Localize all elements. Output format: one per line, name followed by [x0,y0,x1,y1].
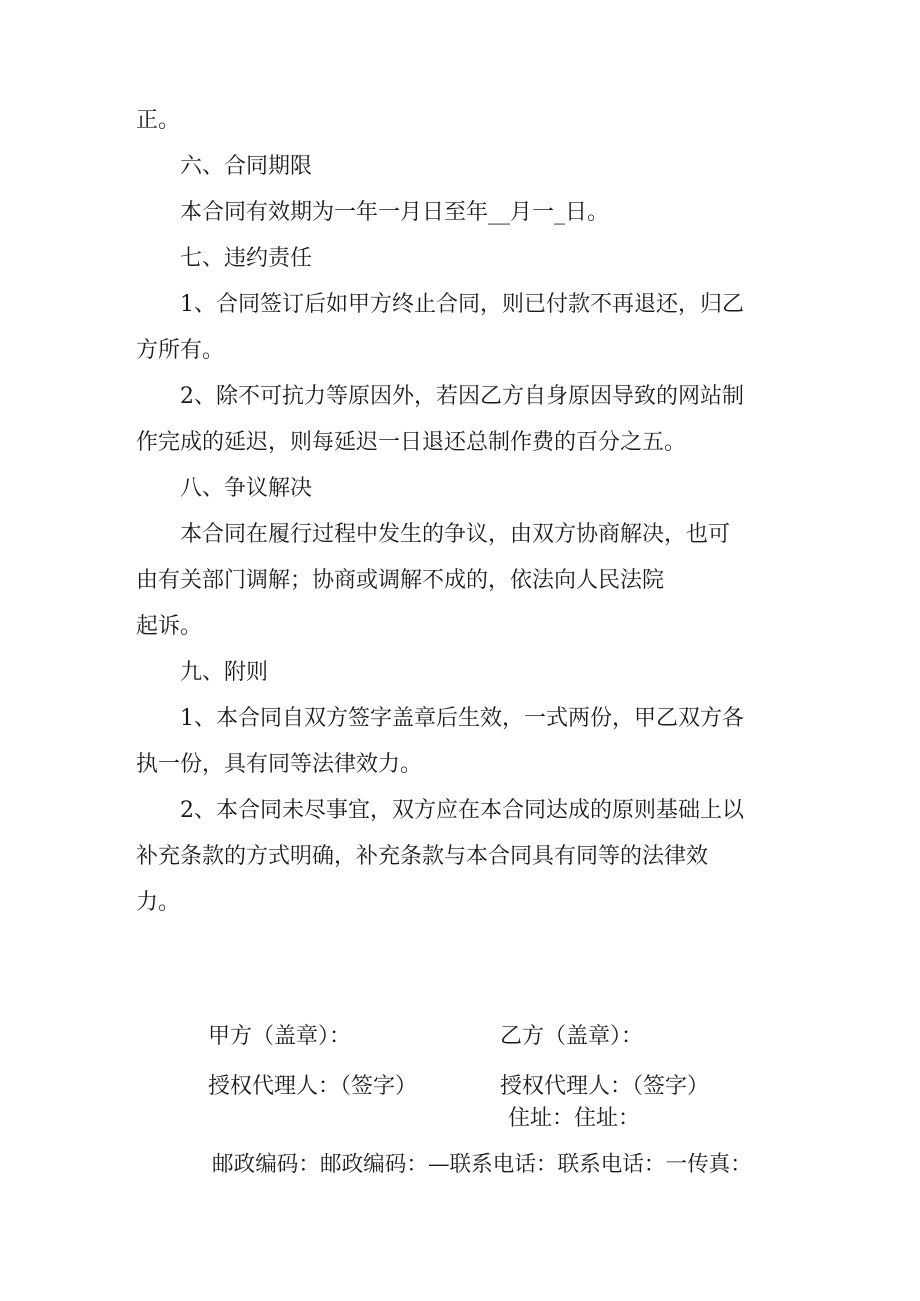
body-line-15: 执一份，具有同等法律效力。 [136,752,423,777]
body-line-16: 2、本合同未尽事宜，双方应在本合同达成的原则基础上以 [180,798,744,823]
party-a-agent-label: 授权代理人：（签字） [208,1074,418,1099]
party-b-seal-label: 乙方（盖章）： [500,1024,644,1049]
contact-line: 邮政编码：邮政编码：—联系电话：联系电话：一传真： [212,1152,752,1177]
body-line-12: 起诉。 [136,614,203,639]
section-heading-dispute: 八、争议解决 [180,476,313,501]
body-line-11: 由有关部门调解；协商或调解不成的，依法向人民法院 [136,568,665,593]
body-line-17: 补充条款的方式明确，补充条款与本合同具有同等的法律效 [136,844,709,869]
section-heading-term: 六、合同期限 [180,154,313,179]
body-line-5: 1、合同签订后如甲方终止合同，则已付款不再退还，归乙 [180,292,744,317]
body-line-3: 本合同有效期为一年一月日至年__月一_日。 [180,200,610,225]
body-line-1: 正。 [136,108,181,133]
body-line-8: 作完成的延迟，则每延迟一日退还总制作费的百分之五。 [136,430,687,455]
body-line-7: 2、除不可抗力等原因外，若因乙方自身原因导致的网站制 [180,384,744,409]
address-label: 住址：住址： [508,1106,641,1131]
body-line-18: 力。 [136,890,181,915]
body-line-6: 方所有。 [136,338,225,363]
party-b-agent-label: 授权代理人：（签字） [500,1074,710,1099]
party-a-seal-label: 甲方（盖章）： [208,1024,352,1049]
body-line-10: 本合同在履行过程中发生的争议，由双方协商解决，也可 [180,522,731,547]
body-line-14: 1、本合同自双方签字盖章后生效，一式两份，甲乙双方各 [180,706,744,731]
section-heading-appendix: 九、附则 [180,660,269,685]
section-heading-liability: 七、违约责任 [180,246,313,271]
